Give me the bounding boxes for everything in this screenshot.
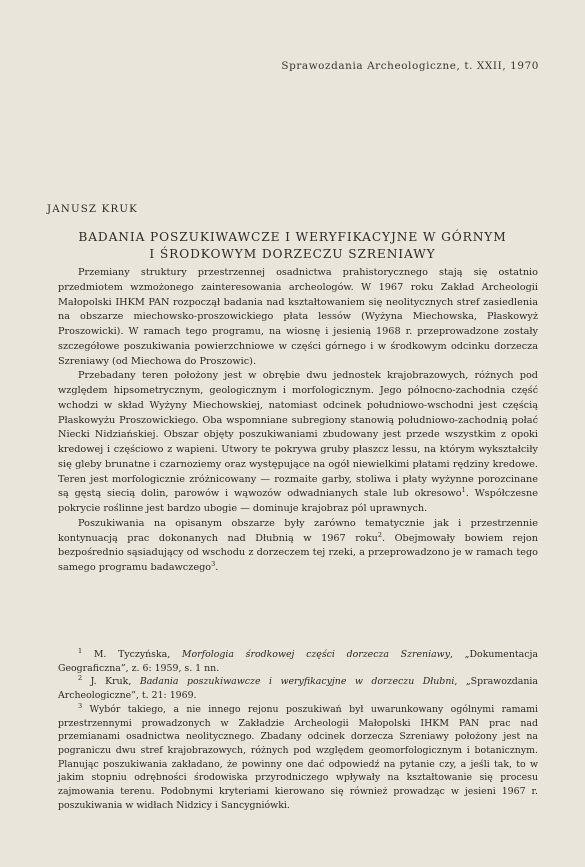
paragraph-3 [58, 517, 538, 576]
footnote-source: , „Dokumentacja Geograficzna”, z. 6: 1959, s. 1 nn. [58, 649, 538, 674]
footnote-ref: 1 [461, 486, 466, 495]
paragraph-text-tail: . [215, 562, 219, 573]
footnote-3 [58, 703, 538, 813]
paragraph-2 [58, 369, 538, 517]
paragraph-text-tail: . Obejmowały bowiem rejon bezpośrednio sąsiadujący od wschodu z dorzeczem tej rzeki, a przeprowadzono je w ramach tego samego programu badawczego [58, 532, 538, 573]
paragraph-text: Przebadany teren położony jest w obrębie dwu jednostek krajobrazowych, różnych pod względem hipsometrycznym, geologicznym i morfologicznym. Jego północno-zachodnia część wchodzi w skład Wyżyny Miechowskiej, natomiast odcinek południowo-wschodni jest częścią Płaskowyżu Proszowickiego. Oba wspomniane subregiony stanowią południowo-zachodnią połać Niecki Nidziańskiej. Obszar objęty poszukiwaniami zbudowany jest przede wszystkim z opoki kredowej i częściowo z wapieni. Utwory te pokrywa gruby płaszcz lessu, na którym wykształciły się gleby brunatne i czarnoziemy oraz występujące na ogół niewielkimi płatami rędziny kredowe. Teren jest morfologicznie zróżnicowany — rozmaite garby, stoliwa i płaty wyżynne porozcinane są gęstą siecią dolin, parowów i wąwozów odwadnianych stale lub okresowo [58, 370, 538, 500]
footnote-number: 3 [78, 701, 83, 710]
title-line-2: I ŚRODKOWYM DORZECZU SZRENIAWY [149, 246, 436, 261]
author-name: JANUSZ KRUK [47, 204, 138, 215]
paragraph-text-tail: . Współczesne pokrycie roślinne jest bardzo ubogie — dominuje krajobraz pól uprawnych. [58, 488, 539, 514]
article-body [58, 266, 538, 576]
footnote-ref: 2 [377, 530, 382, 539]
footnote-work-title: Morfologia środkowej części dorzecza Szreniawy [181, 649, 451, 660]
footnote-author: J. Kruk, [90, 676, 132, 688]
footnote-number: 1 [78, 647, 83, 655]
article-title [40, 229, 545, 262]
running-head: Sprawozdania Archeologiczne, t. XXII, 1970 [281, 60, 539, 72]
footnote-1 [58, 648, 538, 675]
paragraph-text: Poszukiwania na opisanym obszarze były zarówno tematycznie jak i przestrzennie kontynuacją prac dokonanych nad Dłubnią w 1967 roku [58, 517, 538, 544]
footnote-2 [58, 675, 538, 702]
footnote-work-title: Badania poszukiwawcze i weryfikacyjne w dorzeczu Dłubni [139, 676, 455, 688]
footnotes [58, 648, 538, 812]
footnote-author: M. Tyczyńska, [93, 649, 171, 660]
paragraph-1 [58, 266, 538, 369]
title-line-1: BADANIA POSZUKIWAWCZE I WERYFIKACYJNE W GÓRNYM [78, 230, 507, 244]
footnote-text: Wybór takiego, a nie innego rejonu poszukiwań był uwarunkowany ogólnymi ramami przestrzennymi prowadzonych w Zakładzie Archeologii Małopolski IHKM PAN prac nad przemianami osadnictwa neolitycznego. Zbadany odcinek dorzecza Szreniawy położony jest na pograniczu dwu stref krajobrazowych, różnych pod względem geomorfologicznym i botanicznym. Planując poszukiwania zakładano, że powinny one dać odpowiedź na pytanie czy, a jeśli tak, to w jakim stopniu odrębności środowiska przyrodniczego wpływały na kształtowanie się procesu zajmowania terenu. Podobnymi kryteriami kierowano się również prowadząc w jesieni 1967 r. poszukiwania w widłach Nidzicy i Sancygniówki. [58, 703, 539, 811]
footnote-ref: 3 [211, 560, 216, 568]
footnote-number: 2 [78, 674, 83, 683]
paragraph-text: Przemiany struktury przestrzennej osadnictwa prahistorycznego stają się ostatnio przedmiotem wzmożonego zainteresowania archeologów. W 1967 roku Zakład Archeologii Małopolski IHKM PAN rozpoczął badania nad kształtowaniem się neolitycznych stref zasiedlenia na obszarze miechowsko-proszowickiego płata lessów (Wyżyna Miechowska, Płaskowyż Proszowicki). W ramach tego programu, na wiosnę i jesienią 1968 r. przeprowadzone zostały szczegółowe poszukiwania powierzchniowe w części górnego i w środkowym odcinku dorzecza Szreniawy (od Miechowa do Proszowic). [58, 267, 538, 367]
footnote-source: , „Sprawozdania Archeologiczne”, t. 21: 1969. [58, 676, 539, 702]
